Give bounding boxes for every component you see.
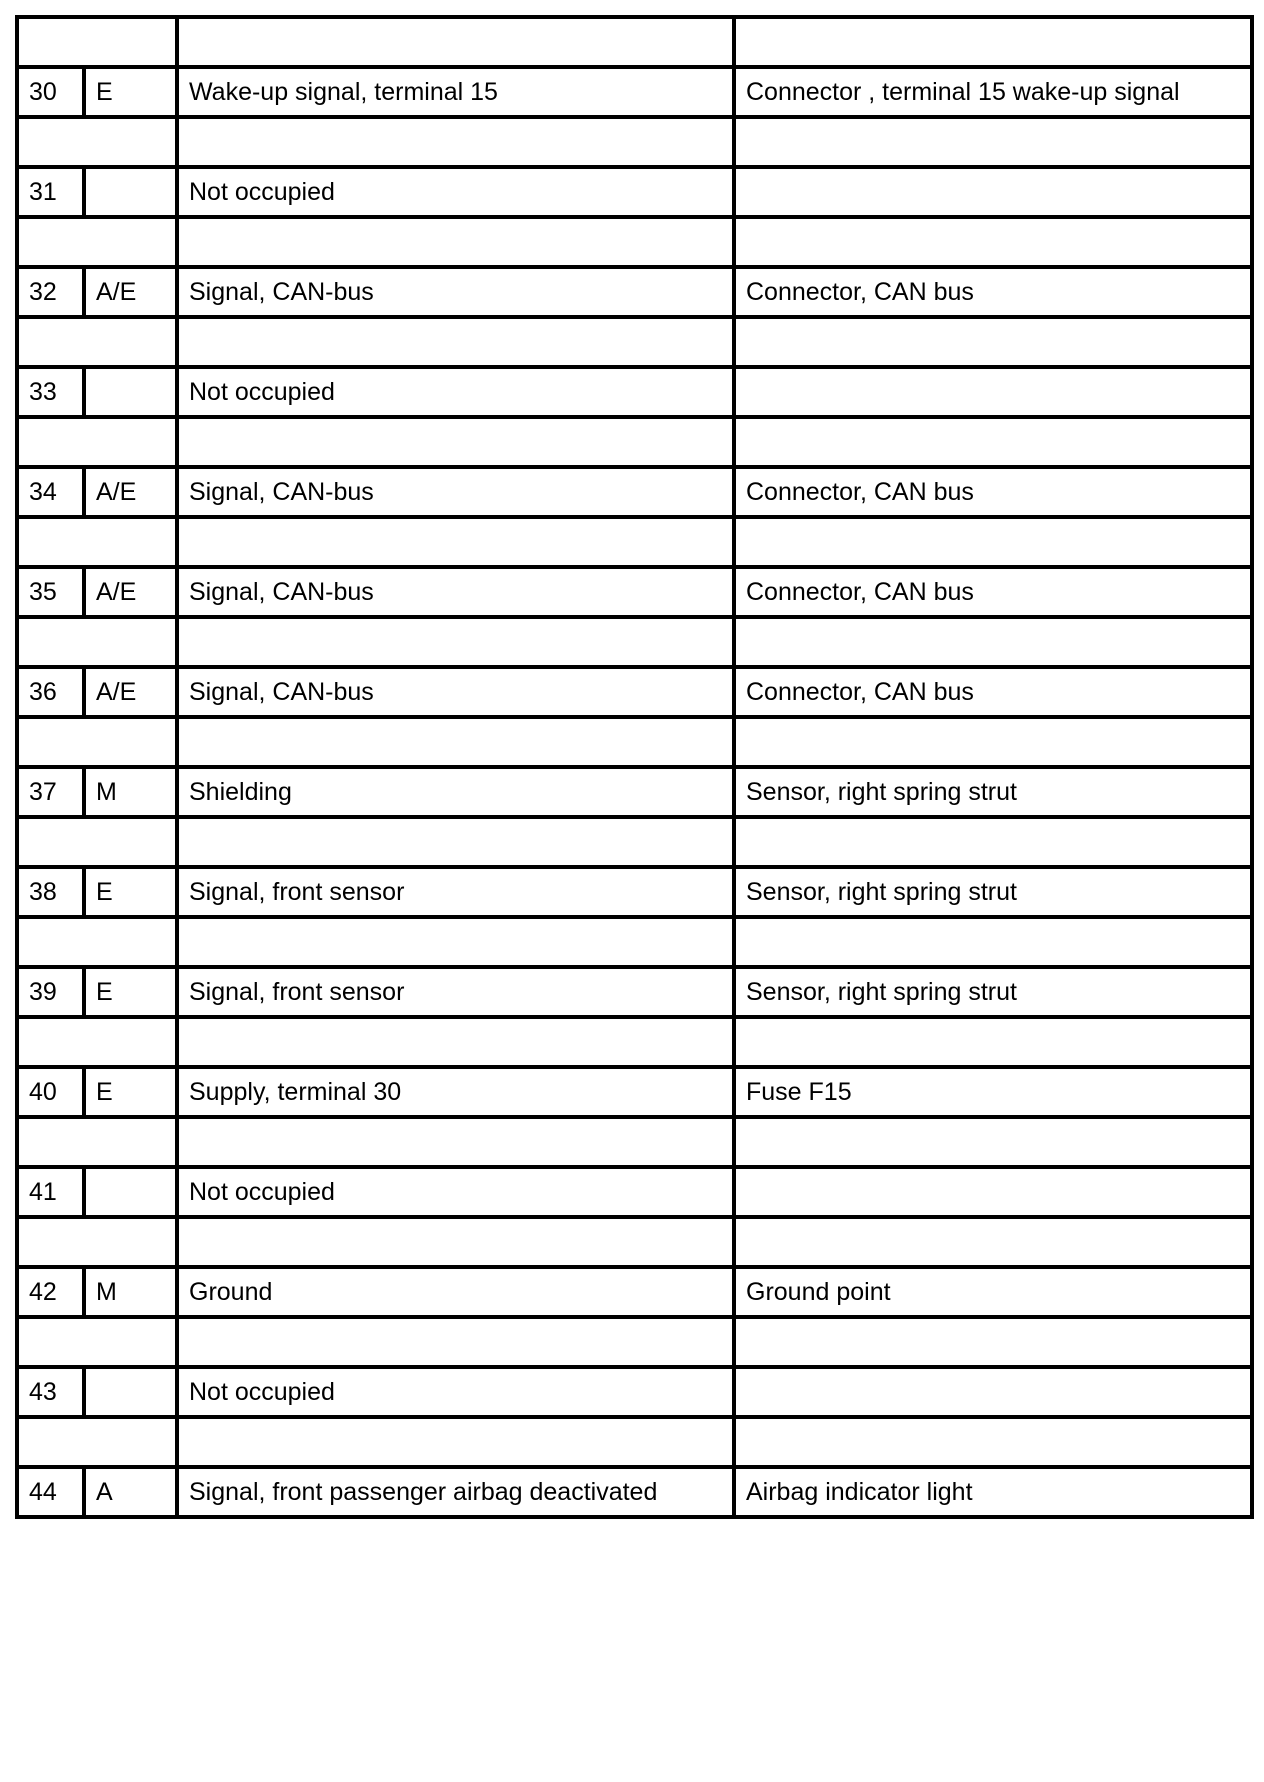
- signal-type-cell: E: [84, 1067, 177, 1117]
- spacer-row: [17, 317, 1252, 367]
- spacer-row: [17, 617, 1252, 667]
- signal-type-cell: M: [84, 767, 177, 817]
- signal-type-cell: A/E: [84, 667, 177, 717]
- pin-number-cell: 44: [17, 1467, 84, 1517]
- pin-number-cell: 30: [17, 67, 84, 117]
- description-cell: Shielding: [177, 767, 734, 817]
- spacer-row: [17, 1417, 1252, 1467]
- spacer-row: [17, 1317, 1252, 1367]
- spacer-cell: [17, 217, 177, 267]
- pin-number-cell: 38: [17, 867, 84, 917]
- spacer-cell: [177, 117, 734, 167]
- description-cell: Signal, front sensor: [177, 967, 734, 1017]
- spacer-cell: [734, 917, 1252, 967]
- spacer-row: [17, 917, 1252, 967]
- pin-number-cell: 31: [17, 167, 84, 217]
- pin-number-cell: 33: [17, 367, 84, 417]
- table-row: [17, 1267, 1252, 1317]
- spacer-cell: [734, 1117, 1252, 1167]
- spacer-cell: [17, 117, 177, 167]
- description-cell: Not occupied: [177, 367, 734, 417]
- spacer-cell: [734, 617, 1252, 667]
- pin-number-cell: 41: [17, 1167, 84, 1217]
- pin-number-cell: 37: [17, 767, 84, 817]
- spacer-cell: [177, 717, 734, 767]
- signal-type-cell: A/E: [84, 267, 177, 317]
- description-cell: Signal, CAN-bus: [177, 467, 734, 517]
- spacer-cell: [734, 17, 1252, 67]
- destination-cell: Sensor, right spring strut: [734, 867, 1252, 917]
- spacer-row: [17, 417, 1252, 467]
- signal-type-cell: E: [84, 867, 177, 917]
- spacer-cell: [177, 217, 734, 267]
- spacer-cell: [734, 817, 1252, 867]
- table-row: [17, 467, 1252, 517]
- table-row: [17, 567, 1252, 617]
- table-row: [17, 1367, 1252, 1417]
- pin-number-cell: 35: [17, 567, 84, 617]
- spacer-cell: [17, 817, 177, 867]
- spacer-cell: [734, 1317, 1252, 1367]
- spacer-cell: [734, 717, 1252, 767]
- description-cell: Signal, CAN-bus: [177, 567, 734, 617]
- table-row: [17, 767, 1252, 817]
- spacer-row: [17, 1017, 1252, 1067]
- spacer-cell: [177, 917, 734, 967]
- spacer-row: [17, 217, 1252, 267]
- pin-number-cell: 34: [17, 467, 84, 517]
- signal-type-cell: A: [84, 1467, 177, 1517]
- spacer-row: [17, 717, 1252, 767]
- destination-cell: [734, 1167, 1252, 1217]
- spacer-cell: [177, 1217, 734, 1267]
- spacer-cell: [177, 317, 734, 367]
- spacer-cell: [17, 1317, 177, 1367]
- spacer-cell: [734, 1217, 1252, 1267]
- table-row: [17, 67, 1252, 117]
- spacer-cell: [17, 917, 177, 967]
- signal-type-cell: A/E: [84, 467, 177, 517]
- spacer-cell: [17, 1017, 177, 1067]
- spacer-cell: [177, 1417, 734, 1467]
- spacer-cell: [734, 117, 1252, 167]
- signal-type-cell: E: [84, 67, 177, 117]
- spacer-cell: [17, 717, 177, 767]
- pin-number-cell: 39: [17, 967, 84, 1017]
- spacer-cell: [177, 1117, 734, 1167]
- description-cell: Not occupied: [177, 1367, 734, 1417]
- spacer-cell: [177, 1017, 734, 1067]
- spacer-row: [17, 517, 1252, 567]
- destination-cell: Airbag indicator light: [734, 1467, 1252, 1517]
- destination-cell: Ground point: [734, 1267, 1252, 1317]
- signal-type-cell: E: [84, 967, 177, 1017]
- destination-cell: Connector, CAN bus: [734, 567, 1252, 617]
- spacer-row: [17, 117, 1252, 167]
- spacer-cell: [17, 617, 177, 667]
- destination-cell: Sensor, right spring strut: [734, 767, 1252, 817]
- destination-cell: Connector, CAN bus: [734, 467, 1252, 517]
- table-row: [17, 1067, 1252, 1117]
- destination-cell: [734, 367, 1252, 417]
- destination-cell: Connector, CAN bus: [734, 667, 1252, 717]
- pin-number-cell: 32: [17, 267, 84, 317]
- spacer-cell: [17, 1417, 177, 1467]
- destination-cell: Sensor, right spring strut: [734, 967, 1252, 1017]
- signal-type-cell: [84, 167, 177, 217]
- spacer-row: [17, 17, 1252, 67]
- spacer-cell: [17, 417, 177, 467]
- spacer-cell: [734, 1417, 1252, 1467]
- spacer-cell: [734, 417, 1252, 467]
- description-cell: Ground: [177, 1267, 734, 1317]
- table-row: [17, 1167, 1252, 1217]
- spacer-cell: [177, 517, 734, 567]
- spacer-cell: [17, 17, 177, 67]
- pin-number-cell: 40: [17, 1067, 84, 1117]
- spacer-row: [17, 1217, 1252, 1267]
- description-cell: Wake-up signal, terminal 15: [177, 67, 734, 117]
- destination-cell: [734, 167, 1252, 217]
- table-row: [17, 267, 1252, 317]
- signal-type-cell: [84, 1367, 177, 1417]
- destination-cell: Connector , terminal 15 wake-up signal: [734, 67, 1252, 117]
- spacer-cell: [734, 317, 1252, 367]
- spacer-cell: [177, 17, 734, 67]
- table-row: [17, 667, 1252, 717]
- table-row: [17, 1467, 1252, 1517]
- spacer-cell: [17, 517, 177, 567]
- signal-type-cell: M: [84, 1267, 177, 1317]
- spacer-cell: [734, 217, 1252, 267]
- description-cell: Not occupied: [177, 1167, 734, 1217]
- spacer-cell: [734, 517, 1252, 567]
- spacer-cell: [177, 417, 734, 467]
- description-cell: Signal, CAN-bus: [177, 667, 734, 717]
- spacer-cell: [17, 317, 177, 367]
- destination-cell: [734, 1367, 1252, 1417]
- pin-number-cell: 36: [17, 667, 84, 717]
- description-cell: Supply, terminal 30: [177, 1067, 734, 1117]
- spacer-cell: [734, 1017, 1252, 1067]
- description-cell: Not occupied: [177, 167, 734, 217]
- pin-table-body: [17, 17, 1252, 1517]
- destination-cell: Connector, CAN bus: [734, 267, 1252, 317]
- spacer-cell: [17, 1217, 177, 1267]
- table-row: [17, 867, 1252, 917]
- spacer-cell: [177, 617, 734, 667]
- table-row: [17, 367, 1252, 417]
- spacer-row: [17, 1117, 1252, 1167]
- description-cell: Signal, front sensor: [177, 867, 734, 917]
- pin-number-cell: 43: [17, 1367, 84, 1417]
- table-row: [17, 167, 1252, 217]
- description-cell: Signal, front passenger airbag deactivated: [177, 1467, 734, 1517]
- spacer-cell: [17, 1117, 177, 1167]
- pin-assignment-table: [15, 15, 1254, 1519]
- signal-type-cell: A/E: [84, 567, 177, 617]
- spacer-cell: [177, 1317, 734, 1367]
- description-cell: Signal, CAN-bus: [177, 267, 734, 317]
- pin-number-cell: 42: [17, 1267, 84, 1317]
- table-row: [17, 967, 1252, 1017]
- spacer-cell: [177, 817, 734, 867]
- spacer-row: [17, 817, 1252, 867]
- signal-type-cell: [84, 1167, 177, 1217]
- destination-cell: Fuse F15: [734, 1067, 1252, 1117]
- signal-type-cell: [84, 367, 177, 417]
